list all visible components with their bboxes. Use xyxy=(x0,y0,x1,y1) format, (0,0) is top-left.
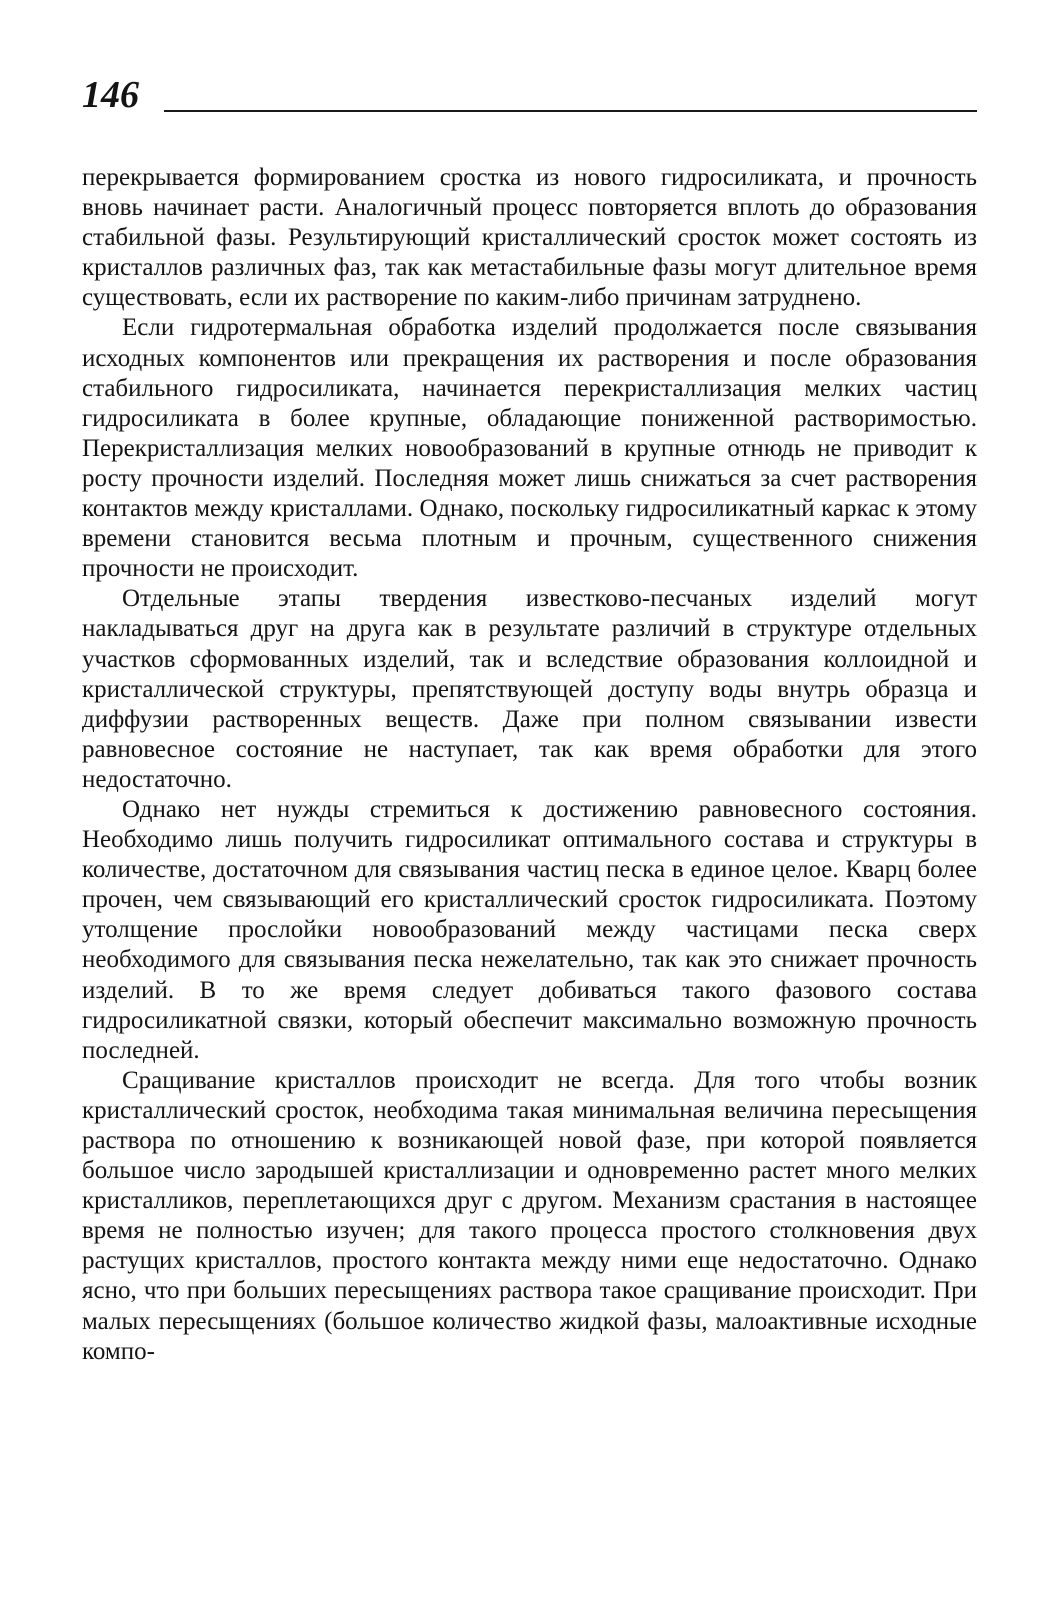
page-body xyxy=(82,163,977,1367)
paragraph: Отдельные этапы твердения известково-песчаных изделий могут накладываться друг на друга как в результате различий в структуре отдельных участков сформованных изделий, так и вследствие образования коллоидной и кристаллической структуры, препятствующей доступу воды внутрь образца и диффузии растворенных веществ. Даже при полном связывании извести равновесное состояние не наступает, так как время обработки для этого недостаточно. xyxy=(82,585,977,793)
paragraph: Сращивание кристаллов происходит не всегда. Для того чтобы возник кристаллический сросток, необходима такая минимальная величина пересыщения раствора по отношению к возникающей новой фазе, при которой появляется большое число зародышей кристаллизации и одновременно растет много мелких кристалликов, переплетающихся друг с другом. Механизм срастания в настоящее время не полностью изучен; для такого процесса простого столкновения двух растущих кристаллов, простого контакта между ними еще недостаточно. Однако ясно, что при больших пересыщениях раствора такое сращивание происходит. При малых пересыщениях (большое количество жидкой фазы, малоактивные исходные компо- xyxy=(82,1066,977,1365)
paragraph: Если гидротермальная обработка изделий продолжается после связывания исходных компонентов или прекращения их растворения и после образования стабильного гидросиликата, начинается перекристаллизация мелких частиц гидросиликата в более крупные, обладающие пониженной растворимостью. Перекристаллизация мелких новообразований в крупные отнюдь не приводит к росту прочности изделий. Последняя может лишь снижаться за счет растворения контактов между кристаллами. Однако, поскольку гидросиликатный каркас к этому времени становится весьма плотным и прочным, существенного снижения прочности не происходит. xyxy=(82,314,977,583)
paragraph: Однако нет нужды стремиться к достижению равновесного состояния. Необходимо лишь получить гидросиликат оптимального состава и структуры в количестве, достаточном для связывания частиц песка в единое целое. Кварц более прочен, чем связывающий его кристаллический сросток гидросиликата. Поэтому утолщение прослойки новообразований между частицами песка сверх необходимого для связывания песка нежелательно, так как это снижает прочность изделий. В то же время следует добиваться такого фазового состава гидросиликатной связки, который обеспечит максимально возможную прочность последней. xyxy=(82,795,977,1064)
page-header xyxy=(82,70,977,120)
paragraph-continued: перекрывается формированием сростка из нового гидросиликата, и прочность вновь начинает расти. Аналогичный процесс повторяется вплоть до образования стабильной фазы. Результирующий кристаллический сросток может состоять из кристаллов различных фаз, так как метастабильные фазы могут длительное время существовать, если их растворение по каким-либо причинам затруднено. xyxy=(82,164,977,312)
header-rule xyxy=(164,110,977,112)
page-number: 146 xyxy=(82,74,139,116)
